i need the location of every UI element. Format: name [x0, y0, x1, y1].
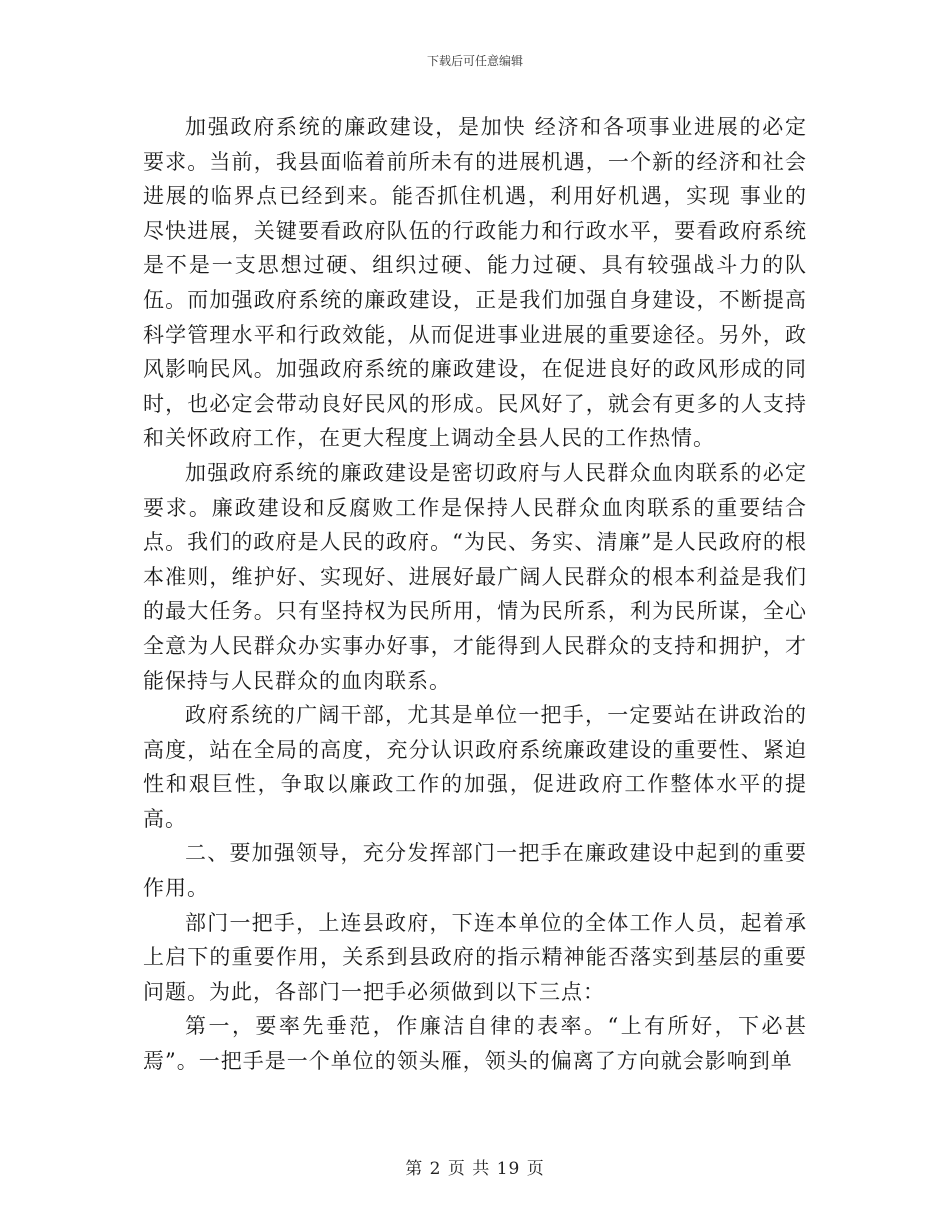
paragraph: 加强政府系统的廉政建设是密切政府与人民群众血肉联系的必定要求。廉政建设和反腐败工作是保持人民群众血肉联系的重要结合点。我们的政府是人民的政府。“为民、务实、清廉”是人民政府的根本准则，维护好、实现好、进展好最广阔人民群众的根本利益是我们的最大任务。只有坚持权为民所用，情为民所系，利为民所谋，全心全意为人民群众办实事办好事，才能得到人民群众的支持和拥护，才能保持与人民群众的血肉联系。 [143, 460, 807, 693]
paragraph: 加强政府系统的廉政建设，是加快 经济和各项事业进展的必定要求。当前，我县面临着前所未有的进展机遇，一个新的经济和社会进展的临界点已经到来。能否抓住机遇，利用好机遇，实现 事业的尽快进展，关键要看政府队伍的行政能力和行政水平，要看政府系统是不是一支思想过硬、组织过硬、能力过硬、具有较强战斗力的队伍。而加强政府系统的廉政建设，正是我们加强自身建设，不断提高科学管理水平和行政效能，从而促进事业进展的重要途径。另外，政风影响民风。加强政府系统的廉政建设，在促进良好的政风形成的同时，也必定会带动良好民风的形成。民风好了，就会有更多的人支持和关怀政府工作，在更大程度上调动全县人民的工作热情。 [143, 115, 807, 451]
section-heading: 二、要加强领导，充分发挥部门一把手在廉政建设中起到的重要作用。 [143, 841, 807, 901]
paragraph: 政府系统的广阔干部，尤其是单位一把手，一定要站在讲政治的高度，站在全局的高度，充分认识政府系统廉政建设的重要性、紧迫性和艰巨性，争取以廉政工作的加强，促进政府工作整体水平的提高。 [143, 703, 807, 831]
paragraph: 第一，要率先垂范，作廉洁自律的表率。“上有所好，下必甚焉”。一把手是一个单位的领头雁，领头的偏离了方向就会影响到单 [143, 1014, 807, 1074]
page-number: 第 2 页 共 19 页 [405, 1159, 545, 1179]
paragraph: 部门一把手，上连县政府，下连本单位的全体工作人员，起着承上启下的重要作用，关系到县政府的指示精神能否落实到基层的重要问题。为此，各部门一把手必须做到以下三点： [143, 910, 807, 1004]
page-header: 下载后可任意编辑 [426, 54, 523, 68]
document-body [143, 110, 807, 1079]
